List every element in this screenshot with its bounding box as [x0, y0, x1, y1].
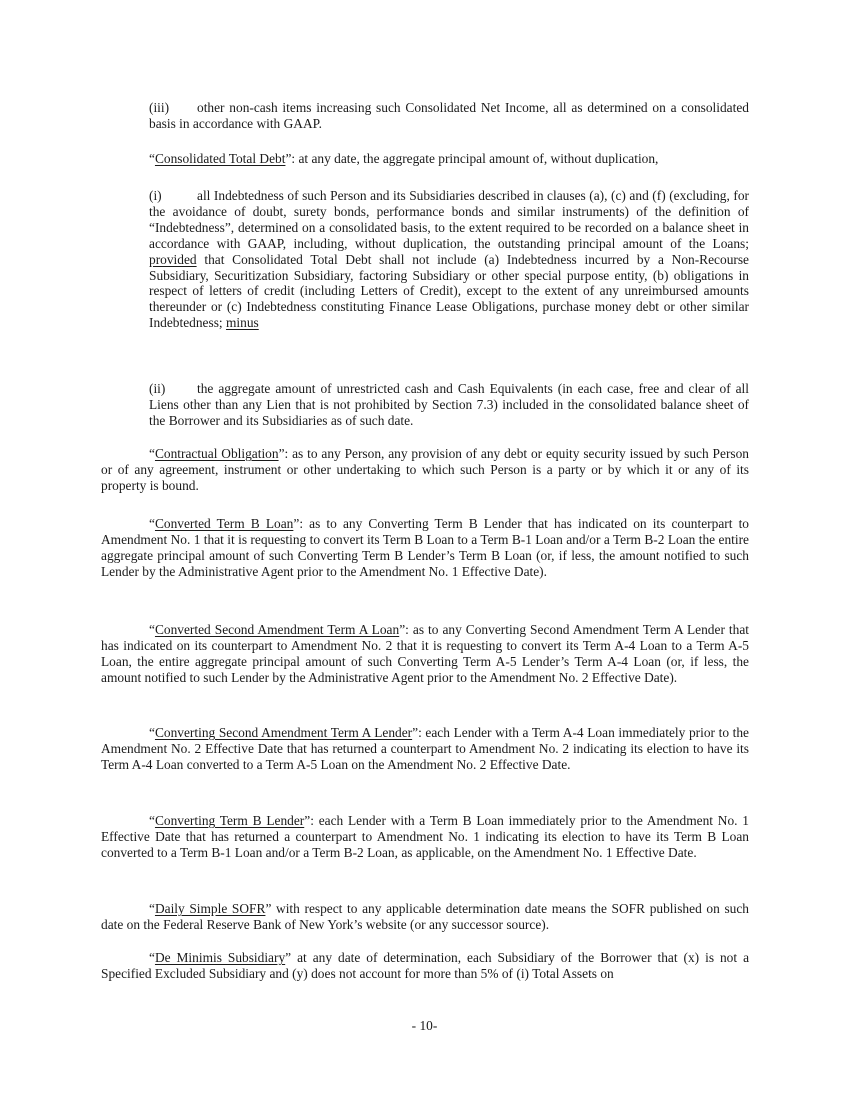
page-number: - 10- — [411, 1018, 438, 1033]
defined-term: Converting Term B Lender — [154, 813, 305, 828]
definition-text: : at any date, the aggregate principal amount of, without duplication, — [291, 151, 659, 166]
clause-text: that Consolidated Total Debt shall not include (a) Indebtedness incurred by a Non-Recourse Subsidiary, Securitization Subsidiary, factoring Subsidiary or other special purpose entity, (b) obligations in respect of letters of credit (including Letters of Credit), except to the extent of any unreimbursed amounts thereunder or (c) Indebtedness constituting Finance Lease Obligations, purchase money debt or other similar Indebtedness; — [149, 251, 749, 331]
defined-term: Converted Term B Loan — [154, 516, 294, 531]
minus-term: minus — [225, 315, 259, 331]
definition-converted-term-b-loan: “Converted Term B Loan”: as to any Converting Term B Lender that has indicated on its counterpart to Amendment No. 1 that it is requesting to convert its Term B Loan to a Term B-1 Loan and/or a Term B-2 Loan the entire aggregate principal amount of such Converting Term B Lender’s Term B Loan (or, if less, the amount notified to such Lender by the Administrative Agent prior to the Amendment No. 1 Effective Date). — [101, 516, 749, 579]
clause-text: other non-cash items increasing such Consolidated Net Income, all as determined on a consolidated basis in accordance with GAAP. — [149, 100, 749, 131]
defined-term: Daily Simple SOFR — [154, 901, 266, 916]
definition-daily-simple-sofr: “Daily Simple SOFR” with respect to any applicable determination date means the SOFR published on such date on the Federal Reserve Bank of New York’s website (or any successor source). — [101, 901, 749, 932]
clause-iii-noncash-items — [149, 100, 749, 132]
defined-term: Consolidated Total Debt — [154, 151, 286, 166]
definition-text: with respect to any applicable determination date means the SOFR published on such date on the Federal Reserve Bank of New York’s website (or any successor source). — [101, 901, 749, 932]
defined-term: De Minimis Subsidiary — [154, 950, 286, 965]
clause-i-indebtedness — [149, 188, 749, 331]
defined-term: Converted Second Amendment Term A Loan — [154, 622, 400, 637]
clause-ii-unrestricted-cash — [149, 381, 749, 429]
definition-text: at any date of determination, each Subsidiary of the Borrower that (x) is not a Specified Excluded Subsidiary and (y) does not account for more than 5% of (i) Total Assets on — [101, 950, 750, 981]
definition-text: : as to any Person, any provision of any debt or equity security issued by such Person or of any agreement, instrument or other undertaking to which such Person is a party or by which it or any of its property is bound. — [101, 446, 750, 493]
definition-de-minimis-subsidiary: “De Minimis Subsidiary” at any date of determination, each Subsidiary of the Borrower that (x) is not a Specified Excluded Subsidiary and (y) does not account for more than 5% of (i) Total Assets on — [101, 950, 750, 981]
clause-text: the aggregate amount of unrestricted cash and Cash Equivalents (in each case, free and clear of all Liens other than any Lien that is not prohibited by Section 7.3) included in the consolidated balance sheet of the Borrower and its Subsidiaries as of such date. — [149, 381, 749, 428]
definition-text: : each Lender with a Term A-4 Loan immediately prior to the Amendment No. 2 Effective Date that has returned a counterpart to Amendment No. 2 indicating its election to have its Term A-4 Loan converted to a Term A-5 Loan on the Amendment No. 2 Effective Date. — [101, 725, 749, 772]
defined-term: Converting Second Amendment Term A Lender — [154, 725, 413, 740]
provided-term: provided — [149, 251, 197, 267]
definition-text: : each Lender with a Term B Loan immediately prior to the Amendment No. 1 Effective Date that has returned a counterpart to Amendment No. 1 indicating its election to have its Term B Loan converted to a Term B-1 Loan and/or a Term B-2 Loan, as applicable, on the Amendment No. 1 Effective Date. — [101, 813, 749, 860]
clause-text: all Indebtedness of such Person and its Subsidiaries described in clauses (a), (c) and (f) (excluding, for the avoidance of doubt, surety bonds, performance bonds and similar instruments) of the definition of “Indebtedness”, determined on a consolidated basis, to the extent required to be recorded on a balance sheet in accordance with GAAP, including, without duplication, the outstanding principal amount of the Loans; — [149, 188, 749, 251]
clause-number: (iii) — [149, 100, 170, 115]
defined-term: Contractual Obligation — [154, 446, 279, 461]
definition-converting-second-amendment-term-a-lender: “Converting Second Amendment Term A Lender”: each Lender with a Term A-4 Loan immediately prior to the Amendment No. 2 Effective Date that has returned a counterpart to Amendment No. 2 indicating its election to have its Term A-4 Loan converted to a Term A-5 Loan on the Amendment No. 2 Effective Date. — [101, 725, 749, 772]
clause-number: (i) — [149, 188, 162, 203]
definition-consolidated-total-debt: “Consolidated Total Debt”: at any date, the aggregate principal amount of, without duplication, — [149, 151, 659, 166]
definition-text: : as to any Converting Term B Lender that has indicated on its counterpart to Amendment No. 1 that it is requesting to convert its Term B Loan to a Term B-1 Loan and/or a Term B-2 Loan the entire aggregate principal amount of such Converting Term B Lender’s Term B Loan (or, if less, the amount notified to such Lender by the Administrative Agent prior to the Amendment No. 1 Effective Date). — [101, 516, 749, 579]
definition-contractual-obligation: “Contractual Obligation”: as to any Person, any provision of any debt or equity security issued by such Person or of any agreement, instrument or other undertaking to which such Person is a party or by which it or any of its property is bound. — [101, 446, 750, 493]
definition-converted-second-amendment-term-a-loan: “Converted Second Amendment Term A Loan”: as to any Converting Second Amendment Term A Lender that has indicated on its counterpart to Amendment No. 2 that it is requesting to convert its Term A-4 Loan to a Term A-5 Loan, the entire aggregate principal amount of such Converting Term A-5 Lender’s Term A-4 Loan (or, if less, the amount notified to such Lender by the Administrative Agent prior to the Amendment No. 2 Effective Date). — [101, 622, 749, 685]
definition-text: : as to any Converting Second Amendment Term A Lender that has indicated on its counterpart to Amendment No. 2 that it is requesting to convert its Term A-4 Loan to a Term A-5 Loan, the entire aggregate principal amount of such Converting Term A-5 Lender’s Term A-4 Loan (or, if less, the amount notified to such Lender by the Administrative Agent prior to the Amendment No. 2 Effective Date). — [101, 622, 749, 685]
clause-number: (ii) — [149, 381, 166, 396]
definition-converting-term-b-lender: “Converting Term B Lender”: each Lender with a Term B Loan immediately prior to the Amendment No. 1 Effective Date that has returned a counterpart to Amendment No. 1 indicating its election to have its Term B Loan converted to a Term B-1 Loan and/or a Term B-2 Loan, as applicable, on the Amendment No. 1 Effective Date. — [101, 813, 749, 860]
